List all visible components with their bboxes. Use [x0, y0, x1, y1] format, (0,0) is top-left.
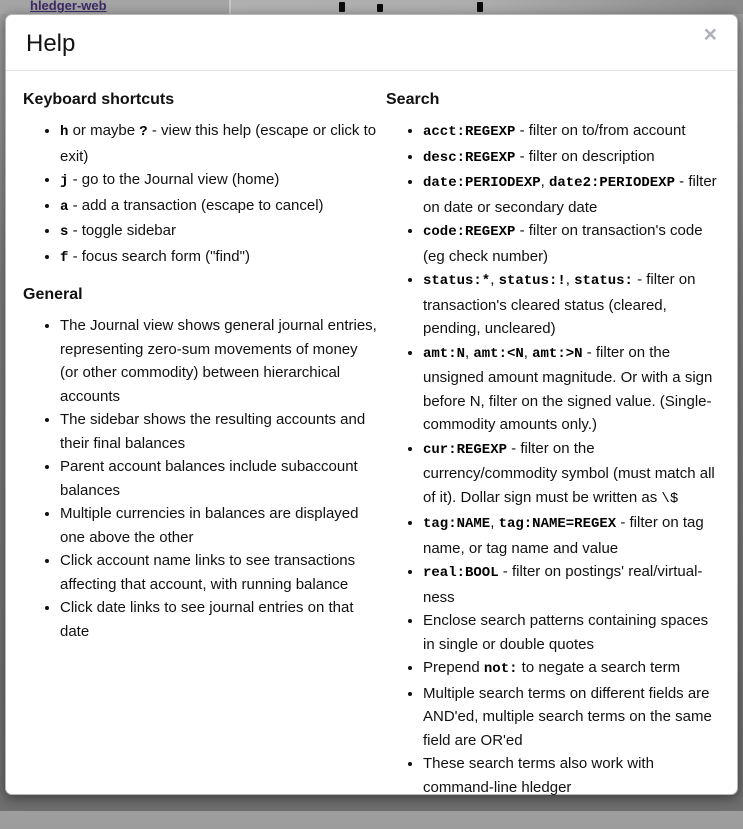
text-segment: The sidebar shows the resulting accounts and their final balances [60, 411, 366, 452]
help-list-item [423, 145, 720, 171]
text-segment: - filter on tag name, or tag name and value [423, 514, 704, 557]
help-list-item [60, 596, 378, 643]
code-term: amt:N [423, 345, 466, 362]
help-list-item [60, 119, 378, 168]
help-column-right [386, 91, 720, 809]
modal-body [6, 71, 737, 829]
text-segment: - filter on postings' real/virtual-ness [423, 563, 703, 606]
code-term: cur:REGEXP [423, 441, 508, 458]
background-brand-link[interactable]: hledger-web [30, 0, 107, 13]
text-segment: , [523, 343, 533, 361]
text-segment: - toggle sidebar [68, 222, 176, 239]
code-term: acct:REGEXP [423, 124, 516, 140]
text-segment: Multiple search terms on different fields are AND'ed, multiple search terms on the same field are OR'ed [423, 684, 712, 749]
text-segment: - go to the Journal view (home) [68, 171, 280, 188]
text-segment: The Journal view shows general journal entries, representing zero-sum movements of money (or other commodity) between hierarchical accounts [60, 317, 377, 405]
text-segment: , [465, 343, 474, 361]
text-segment: - filter on the unsigned amount magnitude. Or with a sign before N, filter on the signed value. (Single-commodity amounts only.) [423, 343, 713, 433]
code-term: real:BOOL [423, 565, 499, 581]
modal-title: Help [26, 30, 76, 57]
close-icon[interactable]: × [698, 21, 723, 48]
help-list-item [60, 502, 378, 549]
text-segment: - view this help (escape or click to exit) [60, 122, 377, 165]
text-segment: , [490, 271, 499, 288]
text-segment: - focus search form ("find") [68, 247, 250, 265]
code-term: tag:NAME=REGEX [498, 516, 617, 532]
code-term: not: [483, 661, 518, 677]
modal-header [6, 15, 737, 71]
text-segment: , [540, 173, 549, 190]
code-term: code:REGEXP [423, 224, 516, 240]
help-list-item [423, 341, 720, 437]
help-list-item [423, 656, 720, 682]
help-list-item [60, 194, 378, 220]
code-term: amt:>N [532, 345, 583, 362]
help-list-item [423, 268, 720, 341]
code-term: s [60, 224, 69, 240]
text-segment: Click account name links to see transactions affecting that account, with running balance [60, 552, 356, 593]
text-segment: Parent account balances include subaccount balances [60, 458, 358, 499]
text-segment: - filter on transaction's cleared status (cleared, pending, uncleared) [423, 271, 696, 337]
text-segment: Prepend [423, 659, 484, 676]
help-list-item [60, 245, 378, 271]
section-heading: Search [386, 91, 440, 108]
code-term: tag:NAME [423, 516, 491, 532]
help-list-item [60, 219, 378, 245]
text-segment: , [565, 271, 575, 288]
code-term: amt:<N [473, 345, 524, 362]
section-heading: Keyboard shortcuts [23, 91, 175, 108]
code-term: j [60, 173, 69, 189]
help-list-item [60, 314, 378, 408]
help-list-item [423, 219, 720, 268]
help-list-item [423, 511, 720, 560]
help-list-item [60, 455, 378, 502]
text-segment: - filter on transaction's code (eg check number) [423, 222, 703, 265]
text-segment: to negate a search term [517, 659, 681, 676]
background-sidebar-divider [229, 0, 231, 14]
code-term: status: [574, 273, 633, 289]
text-segment: - filter on date or secondary date [423, 173, 717, 216]
help-list-item [423, 560, 720, 609]
help-modal [5, 14, 738, 795]
help-list-item [423, 119, 720, 145]
background-page-strip [0, 0, 743, 14]
help-column-left [23, 91, 386, 809]
code-term: h [60, 124, 69, 140]
text-segment: - filter on the currency/commodity symbol (must match all of it). Dollar sign must be written as [423, 439, 715, 506]
section-heading: General [23, 286, 83, 303]
background-heading-fragment [477, 2, 483, 12]
help-list-item [60, 408, 378, 455]
code-term: a [60, 198, 69, 215]
help-list-item [60, 168, 378, 194]
help-list [23, 314, 378, 643]
text-segment: Click date links to see journal entries on that date [60, 599, 354, 640]
text-segment: - add a transaction (escape to cancel) [68, 196, 324, 214]
text-segment: Enclose search patterns containing spaces in single or double quotes [423, 612, 709, 653]
text-segment: Multiple currencies in balances are displayed one above the other [60, 505, 359, 546]
code-term: ? [139, 124, 148, 140]
code-term: desc:REGEXP [423, 149, 516, 166]
help-list [23, 119, 378, 270]
text-segment: or maybe [68, 122, 140, 139]
help-list-item [423, 682, 720, 753]
text-segment: - filter on to/from account [515, 122, 686, 139]
text-segment: , [490, 514, 499, 531]
background-heading-fragment [339, 2, 345, 12]
help-list-item [423, 170, 720, 219]
help-list-item [60, 549, 378, 596]
text-segment: - filter on description [515, 147, 655, 165]
code-term: date:PERIODEXP [423, 175, 541, 191]
text-segment: These search terms also work with command-line hledger [423, 755, 654, 796]
help-list [386, 119, 720, 799]
help-list-item [423, 752, 720, 799]
code-term: date2:PERIODEXP [548, 175, 675, 191]
background-heading-fragment [377, 4, 383, 12]
code-term: status:* [423, 273, 491, 289]
help-list-item [423, 609, 720, 656]
code-term: status:! [498, 273, 566, 289]
code-term: f [60, 249, 69, 266]
help-list-item [423, 437, 720, 512]
mono-segment: \$ [661, 490, 679, 507]
